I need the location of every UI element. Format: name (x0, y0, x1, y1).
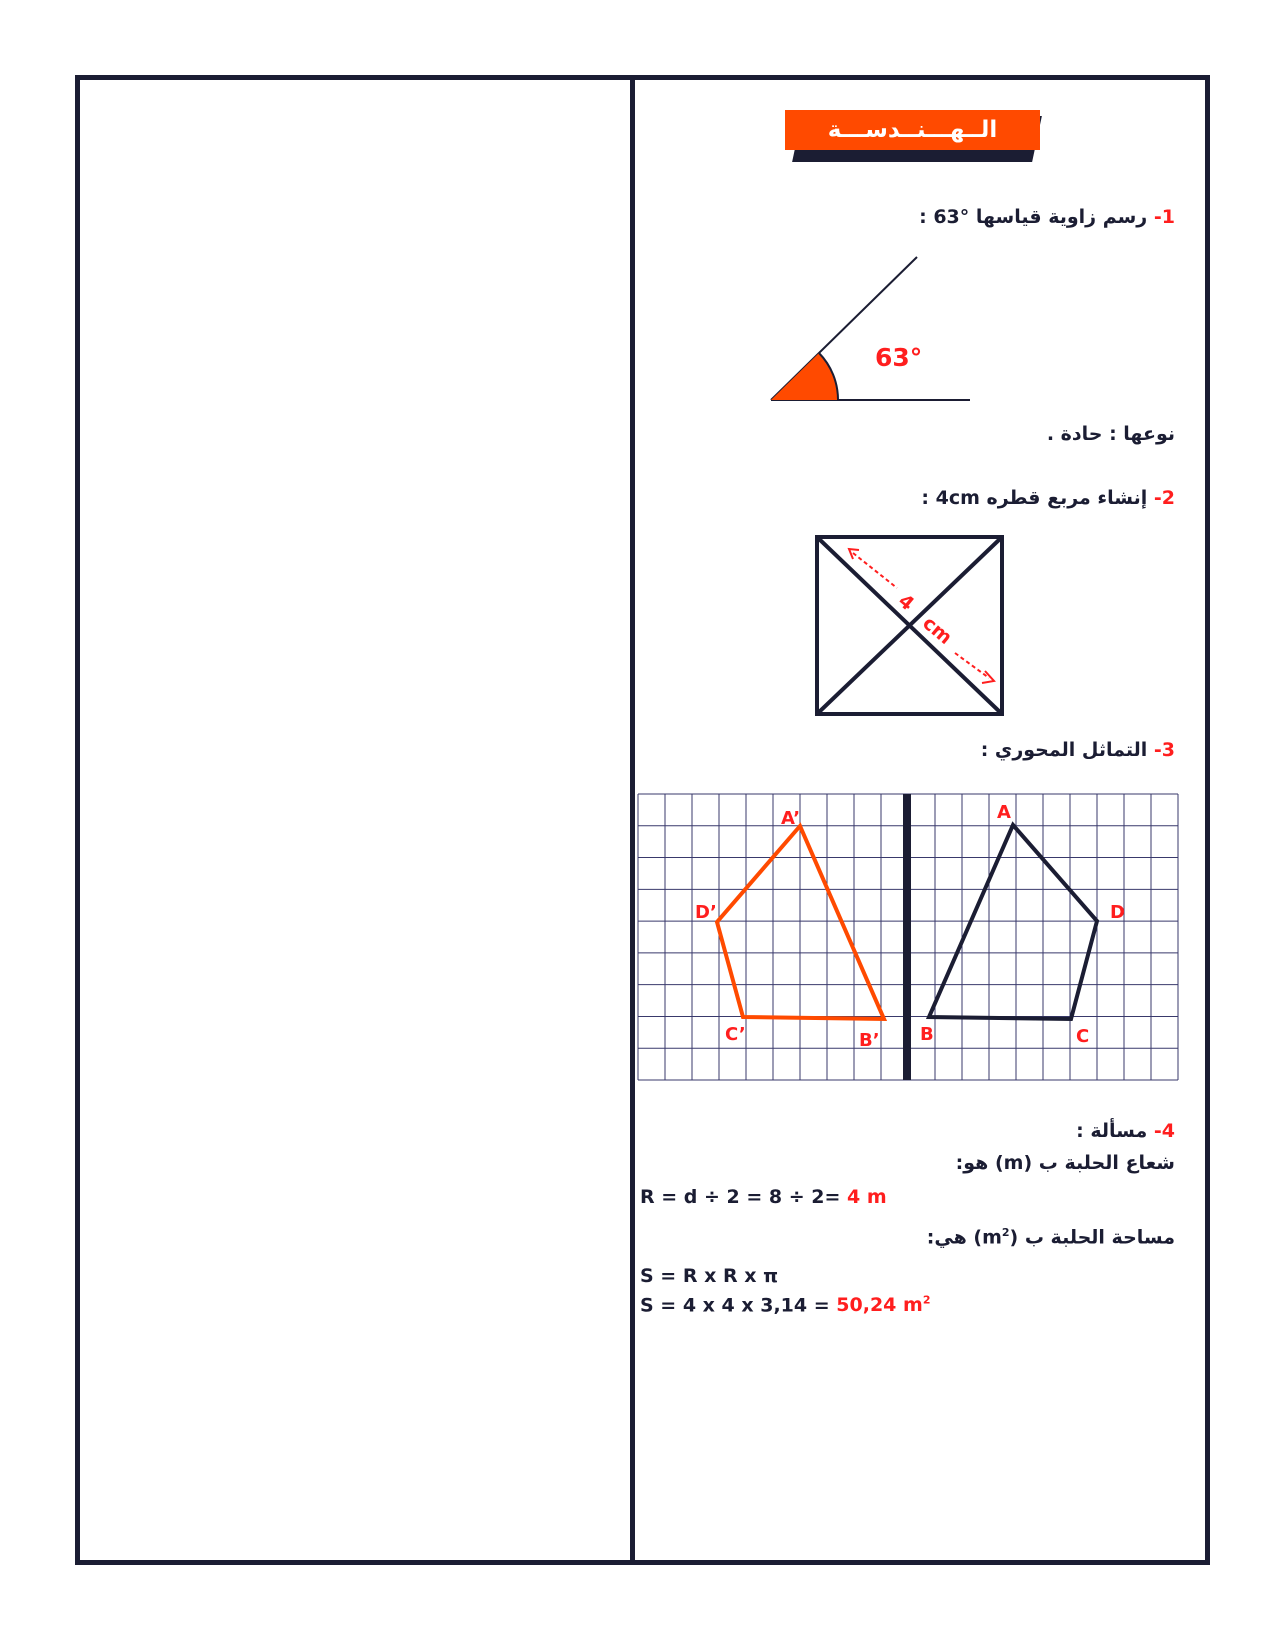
section-title-text: الــهـــنــدســـة (827, 117, 998, 143)
area-equation (640, 1294, 930, 1316)
radius-equation-text: R = d ÷ 2 = 8 ÷ 2= (640, 1186, 841, 1208)
diagonal-label-unit: cm (918, 612, 957, 649)
area-result (836, 1294, 930, 1316)
q4-text: مسألة : (1076, 1120, 1148, 1142)
label-D: D (1110, 902, 1125, 923)
area-heading (927, 1226, 1175, 1248)
label-A-prime: A’ (781, 808, 801, 829)
area-heading-pre: مساحة الحلبة ب (m (982, 1226, 1175, 1249)
q3-number: 3- (1153, 739, 1175, 761)
left-column-empty (80, 80, 630, 1560)
q4-heading (1076, 1120, 1175, 1142)
area-result-sup: 2 (922, 1294, 931, 1307)
label-B: B (920, 1024, 934, 1045)
q1-text: رسم زاوية قياسها °63 : (919, 206, 1148, 228)
angle-label: 63° (875, 343, 923, 372)
area-result-value: 50,24 m (836, 1294, 923, 1317)
label-C: C (1076, 1026, 1090, 1047)
original-quadrilateral (929, 825, 1097, 1019)
symmetry-figure (635, 80, 1205, 1560)
q1-number: 1- (1153, 206, 1175, 228)
q1-type-text: نوعها : حادة . (1046, 423, 1175, 445)
area-heading-post: ) هي: (926, 1226, 983, 1249)
area-formula-text: S = R x R x π (640, 1265, 779, 1287)
radius-heading-text: شعاع الحلبة ب (m) هو: (955, 1152, 1175, 1174)
area-heading-sup: 2 (1001, 1226, 1010, 1239)
geometry-column (635, 80, 1205, 1560)
q2-number: 2- (1153, 487, 1175, 509)
area-formula (640, 1265, 778, 1287)
q3-text: التماثل المحوري : (980, 739, 1148, 761)
diagonal-label-number: 4 (893, 589, 919, 616)
radius-heading (956, 1152, 1175, 1174)
radius-equation (640, 1186, 887, 1208)
q2-text: إنشاء مربع قطره 4cm : (921, 487, 1148, 509)
label-D-prime: D’ (695, 902, 717, 923)
label-B-prime: B’ (859, 1030, 880, 1051)
label-A: A (997, 802, 1011, 823)
label-C-prime: C’ (725, 1024, 746, 1045)
q4-number: 4- (1153, 1120, 1175, 1142)
area-equation-text: S = 4 x 4 x 3,14 = (640, 1294, 830, 1317)
radius-result: 4 m (847, 1186, 887, 1208)
